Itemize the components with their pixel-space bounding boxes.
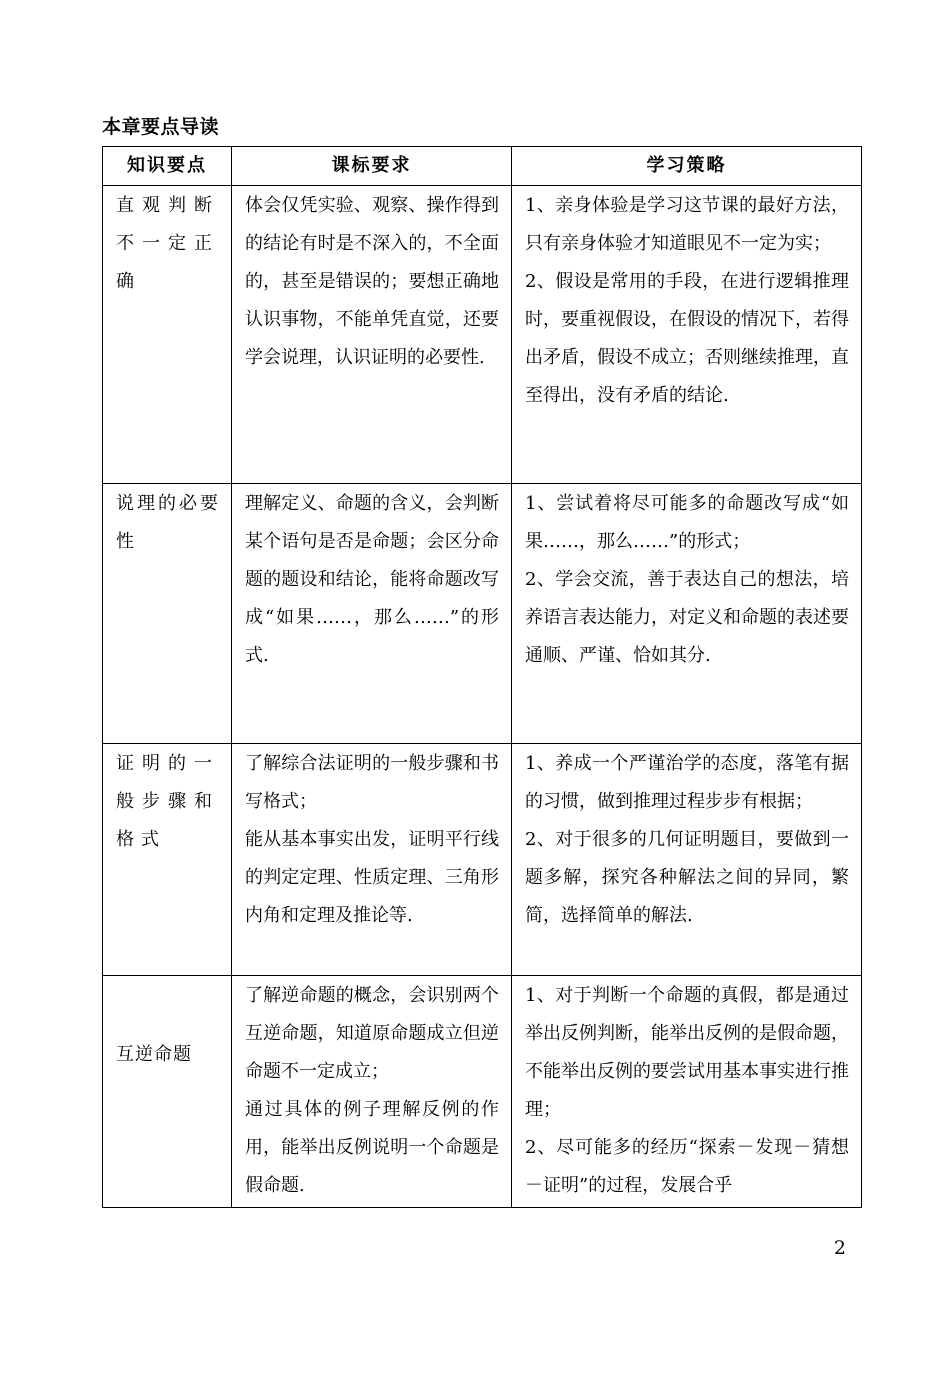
table-header-row: [103, 147, 862, 186]
table-row: [103, 186, 862, 484]
requirement-cell: 体会仅凭实验、观察、操作得到的结论有时是不深入的，不全面的，甚至是错误的；要想正确地认识事物，不能单凭直觉，还要学会说理，认识证明的必要性.: [232, 186, 512, 484]
knowledge-point-cell: 互逆命题: [103, 976, 232, 1208]
strategy-item: 2、对于很多的几何证明题目，要做到一题多解，探究各种解法之间的异同，繁简，选择简单的解法.: [525, 829, 849, 926]
key-points-table: [102, 146, 862, 1208]
strategy-item: 2、学会交流，善于表达自己的想法，培养语言表达能力，对定义和命题的表述要通顺、严谨、恰如其分.: [525, 569, 849, 666]
requirement-cell: [232, 976, 512, 1208]
table-row: [103, 484, 862, 744]
requirement-item: 了解逆命题的概念，会识别两个互逆命题，知道原命题成立但逆命题不一定成立；: [245, 985, 499, 1082]
strategy-item: 1、亲身体验是学习这节课的最好方法，只有亲身体验才知道眼见不一定为实；: [525, 195, 849, 254]
strategy-cell: [512, 186, 862, 484]
table-row: [103, 744, 862, 976]
header-curriculum-requirement: 课标要求: [232, 147, 512, 186]
knowledge-point-cell: 说理的必要性: [103, 484, 232, 744]
strategy-item: 1、对于判断一个命题的真假，都是通过举出反例判断，能举出反例的是假命题，不能举出反例的要尝试用基本事实进行推理；: [525, 985, 849, 1120]
requirement-item: 通过具体的例子理解反例的作用，能举出反例说明一个命题是假命题.: [245, 1099, 499, 1196]
knowledge-point-cell: 证明的一般步骤和格式: [103, 744, 232, 976]
table-row: [103, 976, 862, 1208]
requirement-item: 能从基本事实出发，证明平行线的判定定理、性质定理、三角形内角和定理及推论等.: [245, 829, 499, 926]
requirement-cell: 理解定义、命题的含义，会判断某个语句是否是命题；会区分命题的题设和结论，能将命题改写成“如果……，那么……”的形式.: [232, 484, 512, 744]
strategy-item: 1、养成一个严谨治学的态度，落笔有据的习惯，做到推理过程步步有根据；: [525, 753, 849, 812]
section-heading: 本章要点导读: [102, 116, 220, 138]
strategy-item: 2、假设是常用的手段，在进行逻辑推理时，要重视假设，在假设的情况下，若得出矛盾，假设不成立；否则继续推理，直至得出，没有矛盾的结论.: [525, 271, 849, 406]
strategy-item: 2、尽可能多的经历“探索－发现－猜想－证明”的过程，发展合乎: [525, 1137, 849, 1196]
requirement-item: 了解综合法证明的一般步骤和书写格式；: [245, 753, 499, 812]
header-learning-strategy: 学习策略: [512, 147, 862, 186]
strategy-cell: [512, 976, 862, 1208]
knowledge-point-cell: 直观判断不一定正确: [103, 186, 232, 484]
strategy-cell: [512, 484, 862, 744]
header-knowledge-point: 知识要点: [103, 147, 232, 186]
strategy-cell: [512, 744, 862, 976]
requirement-cell: [232, 744, 512, 976]
strategy-item: 1、尝试着将尽可能多的命题改写成“如果……，那么……”的形式；: [525, 493, 849, 552]
page-number: 2: [833, 1237, 846, 1259]
